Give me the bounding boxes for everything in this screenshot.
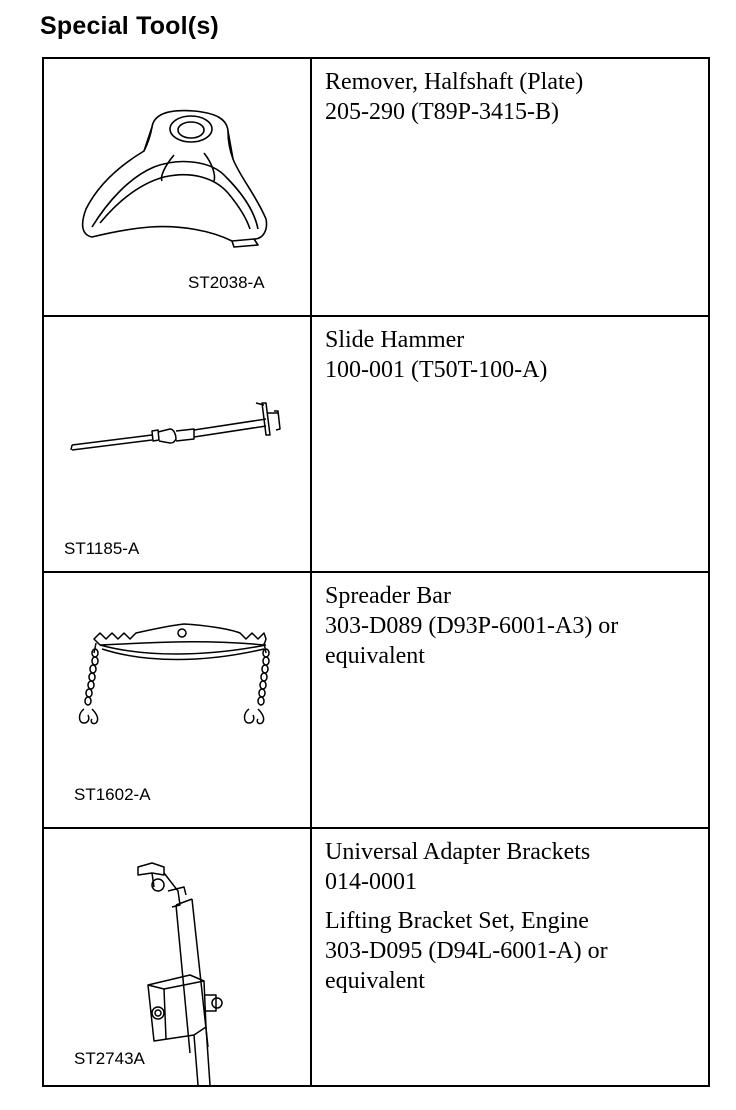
tool-name: Remover, Halfshaft (Plate) — [325, 69, 584, 95]
tool-image-code: ST1185-A — [64, 539, 140, 558]
lifting-bracket-icon — [44, 829, 310, 1085]
tool-row — [44, 59, 708, 315]
tool-note: equivalent — [325, 643, 425, 669]
tool-number: 303-D095 (D94L-6001-A) or — [325, 938, 608, 964]
page-title: Special Tool(s) — [40, 12, 219, 40]
tool-note: equivalent — [325, 968, 425, 994]
tool-name: Spreader Bar — [325, 583, 451, 609]
tool-image-cell — [44, 317, 312, 571]
tool-row — [44, 315, 708, 571]
tool-description — [325, 581, 698, 671]
tool-number: 303-D089 (D93P-6001-A3) or — [325, 613, 619, 639]
slide-hammer-icon — [44, 317, 310, 571]
tool-description — [325, 67, 698, 127]
tool-name: Lifting Bracket Set, Engine — [325, 908, 589, 934]
tool-row — [44, 827, 708, 1085]
tool-description — [325, 837, 698, 996]
tool-description-cell — [312, 829, 708, 1085]
tool-image-cell — [44, 829, 312, 1085]
tool-image-cell — [44, 573, 312, 827]
tool-number: 014-0001 — [325, 869, 417, 895]
tool-image-code: ST2743A — [74, 1049, 145, 1068]
tool-number: 205-290 (T89P-3415-B) — [325, 99, 559, 125]
tool-name: Universal Adapter Brackets — [325, 839, 591, 865]
tool-description-cell — [312, 59, 708, 315]
halfshaft-remover-plate-icon — [44, 59, 310, 313]
tool-image-code: ST2038-A — [188, 273, 265, 292]
tool-row — [44, 571, 708, 827]
tool-description — [325, 325, 698, 385]
tool-image-code: ST1602-A — [74, 785, 151, 804]
special-tools-table — [42, 57, 710, 1087]
tool-description-cell — [312, 317, 708, 571]
tool-image-cell — [44, 59, 312, 315]
tool-description-cell — [312, 573, 708, 827]
tool-number: 100-001 (T50T-100-A) — [325, 357, 548, 383]
tool-name: Slide Hammer — [325, 327, 465, 353]
